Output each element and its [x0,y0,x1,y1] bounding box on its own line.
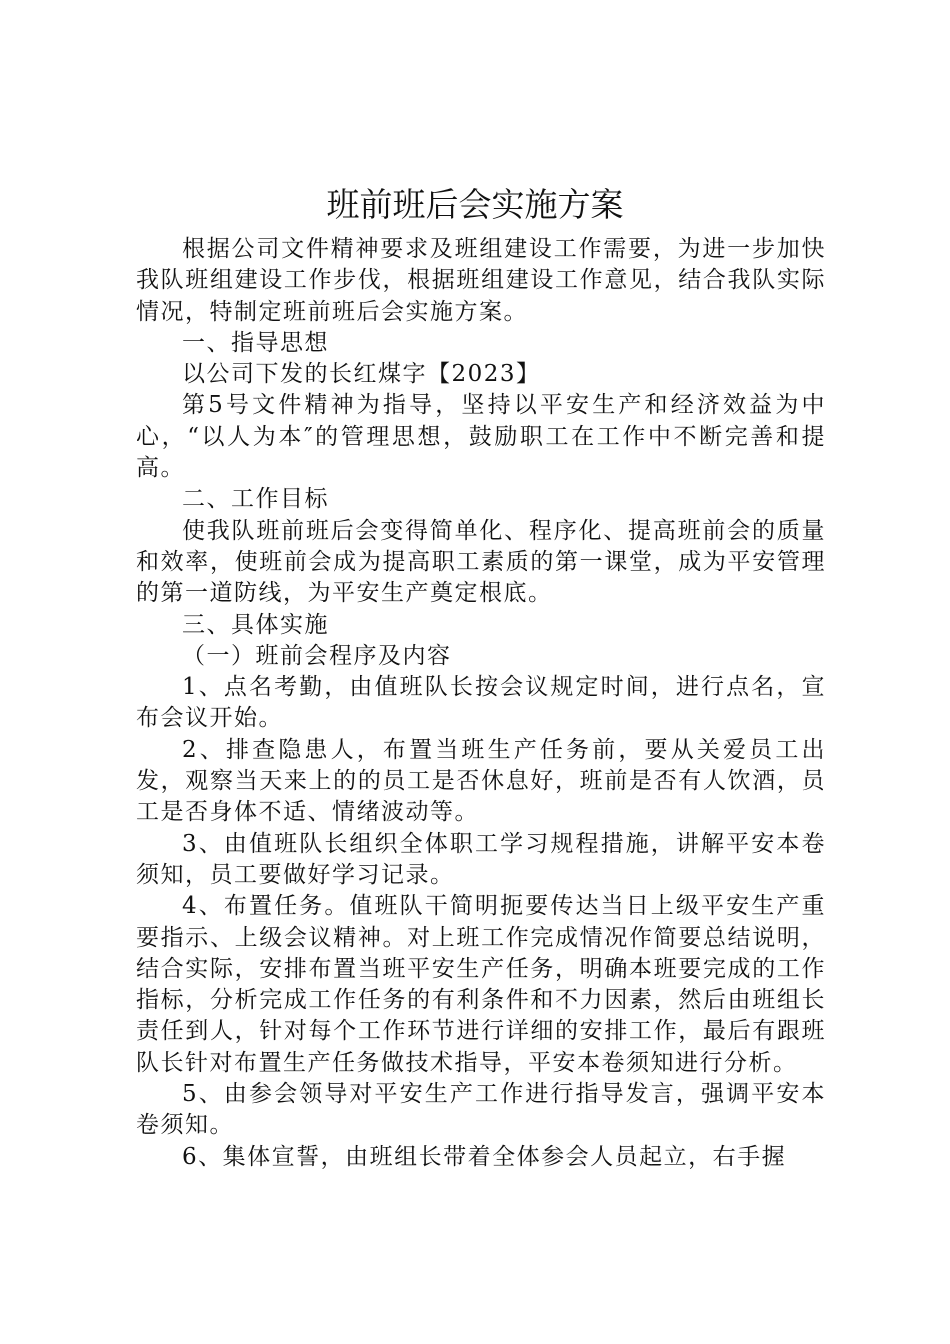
intro-paragraph: 根据公司文件精神要求及班组建设工作需要，为进一步加快我队班组建设工作步伐，根据班组建设工作意见，结合我队实际情况，特制定班前班后会实施方案。 [136,236,826,325]
paragraph: 使我队班前班后会变得简单化、程序化、提高班前会的质量和效率，使班前会成为提高职工素质的第一课堂，成为平安管理的第一道防线，为平安生产奠定根底。 [136,517,826,607]
document-body [136,234,826,1173]
list-item: 6、集体宣誓，由班组长带着全体参会人员起立，右手握 [182,1143,787,1170]
document-title: 班前班后会实施方案 [326,185,624,224]
section-heading-guiding-ideology: 一、指导思想 [182,329,329,356]
paragraph: 以公司下发的长红煤字【2023】 [182,361,541,388]
paragraph: 第5号文件精神为指导，坚持以平安生产和经济效益为中心，“以人为本″的管理思想，鼓励职工在工作中不断完善和提高。 [136,392,826,482]
list-item: 1、点名考勤，由值班队长按会议规定时间，进行点名，宣布会议开始。 [136,674,826,732]
subsection-heading: （一）班前会程序及内容 [182,642,452,669]
section-heading-implementation: 三、具体实施 [182,611,329,638]
section-heading-work-goals: 二、工作目标 [182,486,329,513]
list-item: 4、布置任务。值班队干简明扼要传达当日上级平安生产重要指示、上级会议精神。对上班工作完成情况作简要总结说明，结合实际，安排布置当班平安生产任务，明确本班要完成的工作指标，分析完成工作任务的有利条件和不力因素，然后由班组长责任到人，针对每个工作环节进行详细的安排工作，最后有跟班队长针对布置生产任务做技术指导，平安本卷须知进行分析。 [136,893,826,1076]
list-item: 3、由值班队长组织全体职工学习规程措施，讲解平安本卷须知，员工要做好学习记录。 [136,830,826,888]
list-item: 2、排查隐患人，布置当班生产任务前，要从关爱员工出发，观察当天来上的的员工是否休息好，班前是否有人饮酒，员工是否身体不适、情绪波动等。 [136,736,826,826]
list-item: 5、由参会领导对平安生产工作进行指导发言，强调平安本卷须知。 [136,1081,826,1139]
